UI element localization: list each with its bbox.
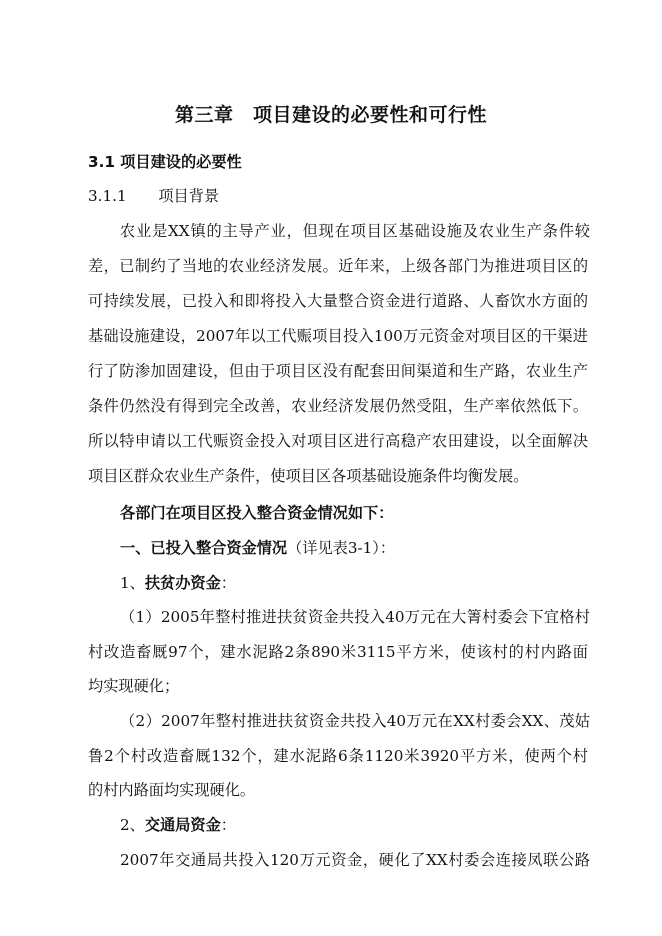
item1-heading xyxy=(120,573,590,593)
paragraph-line: 行了防渗加固建设，但由于项目区没有配套田间渠道和生产路，农业生产 xyxy=(88,362,588,380)
paragraph-line: 项目区群众农业生产条件，使项目区各项基础设施条件均衡发展。 xyxy=(88,467,529,485)
paragraph-line: 2007年交通局共投入120万元资金，硬化了XX村委会连接凤联公路 xyxy=(120,851,590,869)
chapter-title: 第三章 项目建设的必要性和可行性 xyxy=(174,104,487,126)
subsection-title: 项目背景 xyxy=(158,187,220,205)
funds-intro: 各部门在项目区投入整合资金情况如下： xyxy=(120,504,394,522)
paragraph-line: 的村内路面均实现硬化。 xyxy=(88,781,256,799)
invested-heading xyxy=(120,538,590,558)
item2-heading-text: 交通局资金 xyxy=(144,816,221,834)
paragraph-line: 所以特申请以工代赈资金投入对项目区进行高稳产农田建设，以全面解决 xyxy=(88,432,588,450)
paragraph-line: 基础设施建设，2007年以工代赈项目投入100万元资金对项目区的干渠进 xyxy=(88,327,588,345)
paragraph-line: （2）2007年整村推进扶贫资金共投入40万元在XX村委会XX、茂姑 xyxy=(120,712,590,730)
item1-heading-text: 扶贫办资金 xyxy=(144,574,221,592)
item2-prefix: 2、 xyxy=(120,816,145,834)
item2-heading xyxy=(120,815,590,835)
paragraph-line: 均实现硬化； xyxy=(88,677,180,695)
paragraph-line: （1）2005年整村推进扶贫资金共投入40万元在大箐村委会下宜格村 xyxy=(120,608,590,626)
paragraph-line: 农业是XX镇的主导产业，但现在项目区基础设施及农业生产条件较 xyxy=(120,222,590,240)
invested-heading-bold: 一、已投入整合资金情况 xyxy=(120,539,288,557)
paragraph-line: 村改造畜厩97个，建水泥路2条890米3115平方米，使该村的村内路面 xyxy=(88,643,588,661)
paragraph-line: 可持续发展，已投入和即将投入大量整合资金进行道路、人畜饮水方面的 xyxy=(88,292,588,310)
item1-prefix: 1、 xyxy=(120,574,145,592)
item2-suffix: ： xyxy=(220,816,236,834)
paragraph-line: 鲁2个村改造畜厩132个，建水泥路6条1120米3920平方米，使两个村 xyxy=(88,747,588,765)
section-heading: 3.1 项目建设的必要性 xyxy=(88,153,242,171)
subsection-heading xyxy=(88,186,588,206)
paragraph-line: 条件仍然没有得到完全改善，农业经济发展仍然受阻，生产率依然低下。 xyxy=(88,397,588,415)
invested-heading-note: （详见表3-1）： xyxy=(287,539,396,557)
paragraph-line: 差，已制约了当地的农业经济发展。近年来，上级各部门为推进项目区的 xyxy=(88,257,588,275)
item1-suffix: ： xyxy=(220,574,236,592)
subsection-number: 3.1.1 xyxy=(88,187,127,205)
